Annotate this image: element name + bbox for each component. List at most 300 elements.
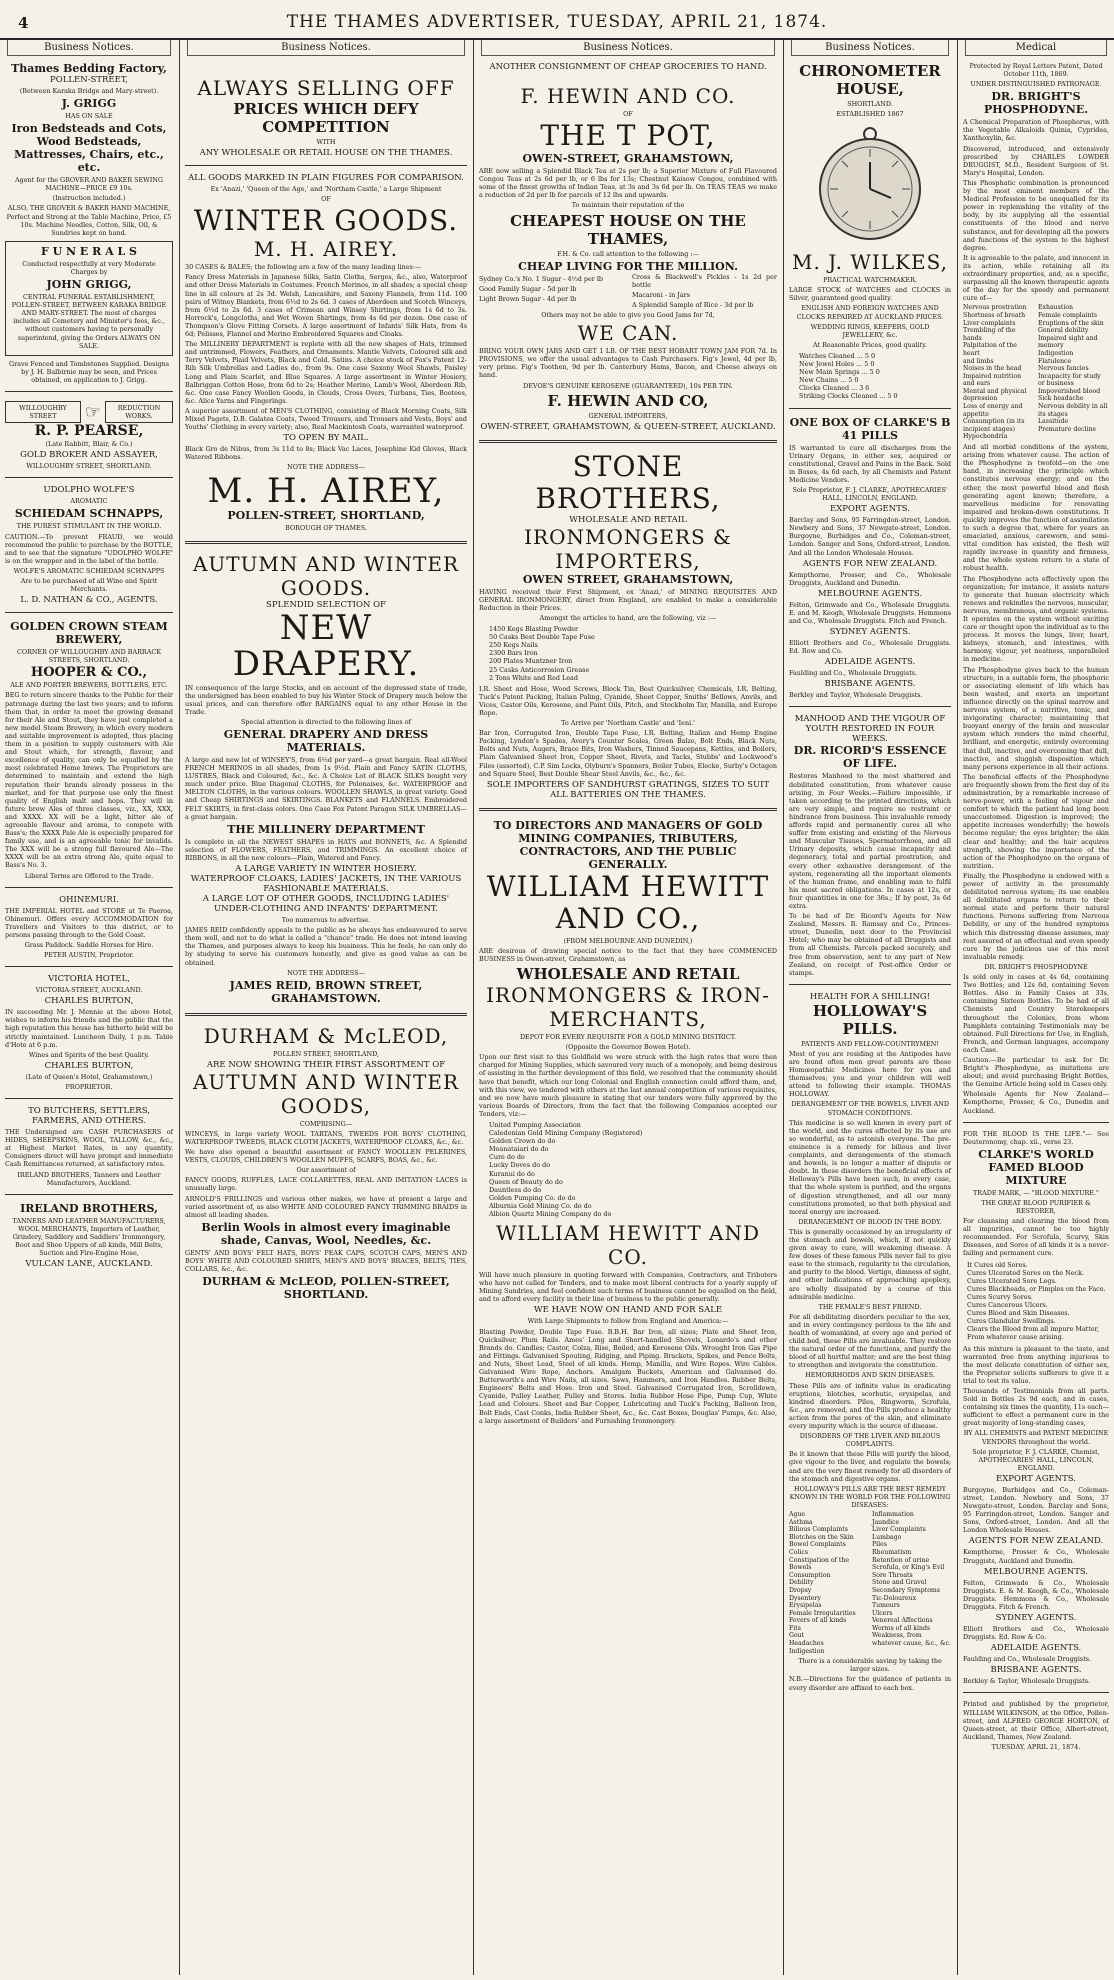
column-tab: Business Notices. <box>187 40 465 56</box>
list-item: Lassitude <box>1038 418 1069 426</box>
ad-text: PATIENTS AND FELLOW-COUNTRYMEN! <box>801 1039 939 1048</box>
ad-name: HOOPER & CO., <box>30 665 148 681</box>
ad-title: VICTORIA HOTEL, <box>48 974 130 985</box>
ad-heading: THE MILLINERY DEPARTMENT <box>227 822 425 836</box>
ad-text: Restores Manhood to the most shattered and debilitated constitution, from whatever cause arising, in Four Weeks.—Failure impossible, if taken according to the printed directions, which are very simple, and require no restraint or hindrance from business. This invaluable remedy affords rapid and permanently cures all who suffer from existing and existing of the Nervous and Muscular Tissues, Spermatorrhoea, and all Urinary deposits, which cause incapacity and degeneracy, total and partial prostration, and every other exhaustive derangement of the system, regenerating all the important elements of the human frame, and enabling man to fulfil his most sacred obligations. In cases at 12s, or four quantities in one for 36s.; If by post, 3s 6d extra. <box>789 772 951 910</box>
ad-text: (Late of Queen's Hotel, Grahamstown,) <box>25 1072 153 1081</box>
list-item: Dysentery <box>789 1594 821 1602</box>
ad-text: Blasting Powder, Double Tape Fuse. B.B.H. Bar Iron, all sizes; Plate and Sheet Iron, Quicksilver, Plum Rails. Ames' Long and Short-handled Shovels, Lonardo's and other Brands do. Candles; Castor, Colza, Rise, Boiled, and Kerosene Oils. Wrought Iron Gas Pipe and Fittings. Galvanised Spouting, Ridging, and Piping. Brackets, Spikes, and Fence Bolts, and Nuts, Sheet Lead, Steel of all kinds. Hemp, Manilla, and Wire Ropes. Wire Cables. Galvanised Wire Rope, Anchors. Amalgam Buckets, American and Galvanised do. Butterworth's and Wire Nails, all sizes. Saws, Hammers, and Iron Handles. Rubber Belts, Engineers' Belts and Hose. Iron and Steel. Galvanised Corrugated Iron, Scrolldown, Cyanide, Pulley Leather, Pulley and Stores. India Rubber Hose Pipe, Pump Cup, White Lead and Colours. Sheet and Bar Copper, Lubricating and Tuck's Packing, Balloon Iron, Bolt Ends, Cast Conks, India Rubber Sheet, &c., &c. Cast Boxes, Douglas' Pumps, &c. Also, a large assortment of Builders' and Furnishing Ironmongery. <box>479 1327 777 1425</box>
ad-text: (FROM MELBOURNE AND DUNEDIN,) <box>563 936 693 945</box>
list-item: Clocks Cleaned ... 3 6 <box>799 384 870 393</box>
list-item: Macaroni - in Jars <box>632 290 690 299</box>
ad-heading: MELBOURNE AGENTS. <box>983 1566 1089 1577</box>
ad-text: Agent for the GROVER AND BAKER SEWING MACHINE—PRICE £9 10s. <box>15 176 163 193</box>
list-item: Stone and Gravel <box>872 1579 927 1587</box>
ad-text: Thousands of Testimonials from all parts. Sold in Bottles 2s 9d each, and in cases, containing six times the quantity, 11s each—sufficient to effect a permanent cure in the great majority of long-standing cases, <box>963 1386 1109 1428</box>
list-item: Impaired nutrition <box>963 372 1022 380</box>
list-item: Indigestion <box>789 1647 825 1655</box>
pearse-banner <box>5 399 173 425</box>
imprint-date: TUESDAY, APRIL 21, 1874. <box>991 1742 1081 1751</box>
ad-heading: ADELAIDE AGENTS. <box>990 1643 1082 1654</box>
list-item: Watches Cleaned ... 5 0 <box>799 351 876 360</box>
ad-text: Bar Iron, Corrugated Iron, Double Tape Fuse, I.R. Belting, Italian and Hemp Engine Packing, Lyndon's Spades, Avery's Counter Scales, Green Balze, Bolt Ends, Black Nuts, Bolts and Nuts, Augers, Brace Bits, Iron Washers, Tinned Saucepans, Kettles, and Boilers, Plain Galvanised Sheet Iron, Copper Sheet, Rivets, and Tacks, Stubbs' and Lockwood's Files (assorted), C.P. Sim Locks, Olyburn's Spanners, Boiler Tubes, Elecke, Surby's Octagon and Square Steel, Best Double Shear Steel Anvils, &c., &c., &c. <box>479 729 778 778</box>
list-item: Alburnia Gold Mining Co. do do <box>489 1201 592 1210</box>
ad-heading: SPLENDID SELECTION OF <box>266 599 386 610</box>
ad-text: And all morbid conditions of the system, arising from whatever cause. The action of the Phosphodyne is twofold—on the one hand, in increasing the principle which constitutes nervous energy; and on the other, the most powerful blood and flesh generating agent known; therefore, a marvellous medicine for renovating impaired and broken-down constitutions. It quickly improves the function of assimilation to such a degree that, where for years an emaciated, anxious, careworn, and semi-vital condition has existed, the flesh will rapidly increase in quantity and firmness, and the whole system return to a state of robust health. <box>963 443 1109 573</box>
ad-heading: TO OPEN BY MAIL. <box>283 433 369 444</box>
ad-subheading: DERANGEMENT OF THE BOWELS, LIVER AND STOMACH CONDITIONS. <box>791 1100 949 1117</box>
ad-text: CAUTION.—To prevent FRAUD, we would recommend the public to purchase by the BOTTLE, and to see that the signature "UDOLPHO WOLFE" is on the wrapper and in the label of the bottle. <box>5 532 173 565</box>
ad-text: ALE AND PORTER BREWERS, BOTTLERS, ETC. <box>10 681 168 690</box>
ad-text: Wholesale Agents for New Zealand— Kempthorne, Prosser, & Co., Dunedin and Auckland. <box>963 1090 1109 1115</box>
ad-text: Barclay and Sons, 95 Farringdon-street, London. Newbery and Sons, 37 Newgate-street, London. Burgoyne, Burbidges and Co., Coleman-street, London. Sanger and Sons, Oxford-street, London. And all the London Wholesale Houses. <box>789 516 951 557</box>
ad-text: WILLOUGHBY STREET <box>5 401 81 423</box>
ad-name: CHARLES BURTON, <box>44 1060 134 1071</box>
ad-title: TO BUTCHERS, SETTLERS, FARMERS, AND OTHERS. <box>28 1106 150 1127</box>
list-item: Liver complaints <box>963 319 1016 327</box>
column-1 <box>0 40 178 1975</box>
list-item: Exhaustion <box>1038 304 1074 312</box>
ad-text: Others may not be able to give you Good Jams for 7d, <box>541 311 715 320</box>
list-item: Tic-Doloureux <box>872 1594 917 1602</box>
list-item: Cure do do <box>489 1153 525 1162</box>
ad-text: Will have much pleasure in quoting forward with Companies, Contractors, and Tributers who have not called for Tenders, and to make most liberal contracts for a yearly supply of Mining Sundries, and feel confident such terms of business cannot be equalled on the field, and to afford every facility in their line of business to the public generally. <box>479 1271 777 1304</box>
ad-text: I.R. Sheet and Hose, Wood Screws, Block Tin, Best Quicksilver, Chemicals, I.R. Belting, Tuck's Patent Packing, Italian Paling, Cyanide, Sheet Copper, Smiths' Bellows, Anvils, and Vices, Castor Oils, Kerosene, and Paint Oils, Pitch, and Stockholm Tar, Manilla, and Europe Rope. <box>479 684 777 717</box>
ad-text: TANNERS AND LEATHER MANUFACTURERS, WOOL MERCHANTS, Importers of Leather, Grindery, Saddlery and Saddlers' Ironmongery, Boot and Shoe Uppers of all kinds, Mill Belts, Suction and Fire-Engine Hose, <box>12 1216 166 1258</box>
list-item: 2 Tons White and Red Lead <box>489 673 578 682</box>
ad-name: WILLIAM HEWITT AND CO. <box>495 1221 761 1270</box>
ad-text: DEPOT FOR EVERY REQUISITE FOR A GOLD MINING DISTRICT. <box>519 1033 737 1042</box>
list-item: Loss of energy and appetite <box>963 403 1023 418</box>
list-item: Kuranui do do <box>489 1169 535 1178</box>
list-item: Mental and physical depression <box>963 387 1027 403</box>
ad-text: OF <box>321 195 331 204</box>
ad-text: SHORTLAND. <box>847 100 893 108</box>
list-item: Nervous fancies <box>1038 365 1089 373</box>
ad-text: Sole proprietor, F. J. CLARKE, Chemist, APOTHECARIES' HALL, LINCOLN, ENGLAND. <box>972 1447 1100 1472</box>
ad-text: VICTORIA-STREET, AUCKLAND. <box>35 986 143 995</box>
ad-headline: AUTUMN AND WINTER GOODS, <box>192 1069 460 1118</box>
list-item: Fevers of all kinds <box>789 1617 847 1625</box>
list-item: Premature decline <box>1038 425 1097 433</box>
ad-heading: A LARGE VARIETY IN WINTER HOSIERY. <box>235 864 417 875</box>
ad-text: HAVING received their First Shipment, ex 'Anazi,' of MINING REQUISITES AND GENERAL IRONMONGERY, direct from England, are enabled to make a considerable Reduction in their Prices. <box>479 587 777 612</box>
column-5 <box>958 40 1114 1975</box>
divider <box>185 1013 467 1016</box>
ad-text: IN consequence of the large Stocks, and on account of the depressed state of trade, the undersigned has been enabled to buy his Winter Stock of Drapery much below the usual prices, and can therefore offer BARGAINS equal to any other House in the Trade. <box>185 683 467 716</box>
ad-text: Faulding and Co., Wholesale Druggists. <box>789 669 918 678</box>
ad-text: Most of you are residing at the Antipodes have are found often men great parents are these Homœopathic Medicines here for you and themselves; you and your children will well attend to following their example. THOMAS HOLLOWAY. <box>789 1049 951 1099</box>
list-item: Cures Cancerous Ulcers. <box>967 1301 1048 1310</box>
ad-text: WINCEYS, in large variety WOOL TARTANS, TWEEDS FOR BOYS' CLOTHING, WATERPROOF TWEEDS, BLACK CLOTH JACKETS, WATERPROOF CLOAKS, &c., &c. <box>185 1129 467 1146</box>
divider <box>479 808 777 811</box>
list-item: and limbs <box>963 357 994 365</box>
ad-heading: Iron Bedsteads and Cots, Wood Bedsteads, Mattresses, Chairs, etc., etc. <box>11 122 167 175</box>
list-item: Gout <box>789 1632 805 1640</box>
ad-title: Thames Bedding Factory, <box>11 62 167 75</box>
ad-text: Caution.—Be particular to ask for Dr. Bright's Phosphodyne, as imitations are about; and avoid purchasing Bright Bottles, the Genuine Article being sold in Cases only. <box>963 1055 1109 1089</box>
list-item: Weakness, from whatever cause, &c., &c. <box>872 1632 951 1648</box>
ad-text: (Late Rabbitt, Blair, & Co.) <box>45 440 133 449</box>
ad-text: LARGE STOCK of WATCHES and CLOCKS in Silver, guaranteed good quality. <box>789 286 951 303</box>
ad-text: BOROUGH OF THAMES. <box>285 524 367 533</box>
hand-pointer-icon: ☞ <box>84 401 102 423</box>
list-item: It Cures old Sores. <box>967 1260 1028 1269</box>
ad-address: OWEN-STREET, GRAHAMSTOWN, <box>522 152 734 166</box>
list-item: Ulcers <box>872 1609 893 1617</box>
list-item: Colics <box>789 1548 809 1556</box>
list-item: Retention of urine <box>872 1556 930 1564</box>
ad-text: F.H. & Co. call attention to the following :— <box>557 249 699 258</box>
ad-name: M. H. AIREY. <box>253 237 399 262</box>
ad-text: Upon our first visit to this Goldfield we were struck with the high rates that were then charged for Mining Supplies, which savoured very much of a monopoly, and being desirous of assisting in the further development of this field, we resolved that the community should have that benefit, which our long Colonial and English connection could afford them, and, with this view, we tendered with others at the last annual competition of various requisites, and we now have much pleasure in stating that our tenders were fully approved by the various Boards of Directors, from the fact that the following Companies accepted our Tenders, viz:— <box>479 1053 777 1118</box>
list-item: 1450 Kegs Blasting Powder <box>489 625 579 634</box>
ad-text: Are to be purchased of all Wine and Spirit Merchants. <box>20 577 158 594</box>
ad-text: (Opposite the Governor Bowen Hotel). <box>565 1043 691 1052</box>
ad-text: Liberal Terms are Offered to the Trade. <box>24 871 154 880</box>
list-item: Bilious Complaints <box>789 1526 848 1534</box>
list-item: Constipation of the Bowels <box>789 1556 849 1572</box>
list-item: Clears the Blood from all impure Matter, From whatever cause arising. <box>967 1325 1100 1342</box>
ad-title: OHINEMURI. <box>59 894 119 905</box>
list-item: Cures Ulcerated Sores on the Neck. <box>967 1268 1085 1277</box>
ad-text: (Between Karaka Bridge and Mary-street). <box>19 87 159 95</box>
list-item: Female Irregularities <box>789 1609 856 1617</box>
list-item: Cures Scurvy Sores. <box>967 1292 1033 1301</box>
list-item: Shortness of breath <box>963 311 1026 319</box>
ad-text: To be had of Dr. Ricord's Agents for New Zealand, Messrs. R. Ramsay and Co., Princes-street, Dunedin, next door to the Provincial Hotel; who may be obtained of all Druggists and from all Chemists. Parcels packed securely, and free from observation, sent to any part of New Zealand, on receipt of Post-office Order or stamps. <box>789 912 951 977</box>
list-item: General debility <box>1038 327 1089 335</box>
ad-name: M. H. AIREY, <box>207 471 445 512</box>
ad-text: JAMES REID confidently appeals to the public as he always has endeavoured to serve them well, and not to do what is called a "chance" trade. He does not intend leaving the Thames, and purposes always to keep his business. This he feels, he can only do by studying to serve his customers honestly, and give as good value as can be obtained. <box>185 926 467 967</box>
ad-text: THE PUREST STIMULANT IN THE WORLD. <box>16 522 162 531</box>
ad-text: Burgoyne, Burbidges and Co., Coleman-street, London. Newbery and Sons, 37 Newgate-street, London. Barclay and Sons, 95 Farringdon-street, London. Sanger and Sons, Oxford-street, London. And all the London Wholesale Houses. <box>963 1485 1109 1535</box>
list-item: Sore Throats <box>872 1571 913 1579</box>
ad-text: There is a considerable saving by taking the larger sizes. <box>798 1657 942 1674</box>
ad-heading: HEALTH FOR A SHILLING! <box>809 991 931 1002</box>
list-item: Worms of all kinds <box>872 1624 931 1632</box>
ad-text: With Large Shipments to follow from England and America:— <box>527 1317 729 1326</box>
list-item: Good Family Sugar - 5d per lb <box>479 284 577 293</box>
list-item: New Chains ... 5 0 <box>799 376 859 385</box>
list-item: 2300 Bars Iron <box>489 649 538 658</box>
ad-address: OWEN-STREET, GRAHAMSTOWN, & QUEEN-STREET, AUCKLAND. <box>480 421 776 432</box>
disease-list <box>789 1511 951 1655</box>
list-item: Cures Ulcerated Sore Legs. <box>967 1276 1057 1285</box>
ad-headline: WE CAN. <box>577 321 679 346</box>
list-item: A Splendid Sample of Rice - 3d per lb <box>632 300 754 309</box>
list-item: Cross & Blackwell's Pickles - 1s 2d per bottle <box>632 272 777 289</box>
ad-text: WOLFE'S AROMATIC SCHIEDAM SCHNAPPS <box>13 566 165 575</box>
list-item: Flatulence <box>1038 357 1072 365</box>
ad-text: AROMATIC <box>70 497 108 506</box>
ad-title: CLARKE'S WORLD FAMED BLOOD MIXTURE <box>978 1147 1094 1187</box>
ad-text: Amongst the articles to hand, are the following, viz :— <box>539 613 717 622</box>
ad-text: IRELAND BROTHERS, Tanners and Leather Manufacturers, Auckland. <box>17 1170 161 1187</box>
ad-heading: ANOTHER CONSIGNMENT OF CHEAP GROCERIES TO HAND. <box>489 62 767 72</box>
column-3 <box>474 40 782 1975</box>
funerals-box <box>5 241 173 356</box>
ad-text: OF <box>623 110 633 118</box>
list-item: Caledonian Gold Mining Company (Registered) <box>489 1129 643 1138</box>
divider <box>5 1194 173 1195</box>
stock-list <box>489 625 777 682</box>
ad-text: THE GREAT BLOOD PURIFIER & RESTORER, <box>981 1198 1091 1215</box>
ad-text: CENTRAL FUNERAL ESTABLISHMENT, POLLEN-STREET, BETWEEN KARAKA BRIDGE AND MARY-STREET. The most of charges includes all Cemetery and Minister's fees, &c., without customers having to personally superintend, giving the Orders ALWAYS ON SALE. <box>11 293 167 350</box>
ad-text: Fancy Dress Materials in Japanese Silks, Satin Cloths, Serges, &c., also, Waterproof and other Dress Materials in Costumes. French Merinos, in all shades; a special cheap line in all colours at 2s 3d. Welsh, Lancashire, and Saxony Flannels, from 11d. 100 pairs of Witney Blankets, from 6½d to 2s 6d. 3 cases of Aberdeen and Scotch Winceys, from 6½d to 2s 6d. 3 cases of Crimean and Winsey Shirtings, from 1s 6d to 3s. Horrock's, Longcloths, and Wet Woven Shirtings, from 4s 6d per dozen. One case of Thompson's Glove Fitting Corsets. A large assortment of Infants' Silk Hats, from 4s 6d; Pelisses, Flannel and Merino Embroidered Squares and Cloaks. <box>185 273 467 339</box>
ad-title: DR. BRIGHT'S PHOSPHODYNE. <box>983 90 1089 117</box>
divider <box>963 1692 1109 1693</box>
ad-text: IS warranted to cure all discharges from the Urinary Organs, in either sex, acquired or constitutional, Gravel and Pains in the Back. Sold in Boxes, 4s 6d each, by all Chemists and Patent Medicine Vendors. <box>789 443 951 484</box>
ad-title: CHRONOMETER HOUSE, <box>799 62 941 98</box>
pocket-watch-icon <box>789 124 951 244</box>
list-item: 200 Plates Muntzner Iron <box>489 657 573 666</box>
ad-text: THE Undersigned are CASH PURCHASERS of HIDES, SHEEPSKINS, WOOL, TALLOW, &c., &c., at Highest Market Rates, in any quantity. Consigners direct will have prompt and immediate Cash Remittances returned, at satisfactory rates. <box>5 1128 173 1169</box>
ad-heading: WE HAVE NOW ON HAND AND FOR SALE <box>533 1305 723 1316</box>
ad-address: VULCAN LANE, AUCKLAND. <box>25 1259 153 1270</box>
list-item: 50 Casks Best Double Tape Fuse <box>489 633 595 642</box>
divider <box>789 706 951 707</box>
ad-text: ESTABLISHED 1867 <box>836 110 904 119</box>
ad-text: N.B.—Directions for the guidance of patients in every disorder are affixed to each box. <box>789 1675 951 1692</box>
ad-subheading: HOLLOWAY'S PILLS ARE THE BEST REMEDY KNOWN IN THE WORLD FOR THE FOLLOWING DISEASES: <box>789 1484 951 1509</box>
ad-title: GOLDEN CROWN STEAM BREWERY, <box>10 620 168 647</box>
ad-subheading: DISORDERS OF THE LIVER AND BILIOUS COMPLAINTS. <box>799 1432 941 1449</box>
ad-heading: ALL GOODS MARKED IN PLAIN FIGURES FOR COMPARISON. <box>188 173 464 184</box>
ad-heading: Berlin Wools in almost every imaginable shade, Canvas, Wool, Needles, &c. <box>201 1220 451 1247</box>
ad-name: HOLLOWAY'S PILLS. <box>812 1001 928 1038</box>
list-item: Palpitation of the heart <box>963 342 1017 357</box>
divider <box>479 440 777 443</box>
ad-text: A large and new lot of WINSEY'S, from 6½d per yard—a great bargain. Real all-Wool FRENCH MERINOS in all shades, from 1s 9½d. Plain and Fancy SATIN CLOTHS, LUSTRES, Black and Coloured, &c., &c. A Choice Lot of BLACK SILKS bought very much under price. Blue Diagonal CLOTHS, for Polonaises, &c. WATERPROOF and MELTON CLOTHS, in the various colours. WOOLLEN SHAWLS, in great variety. Good and Cheap SHIRTINGS and SKIRTINGS. BLANKETS and FLANNELS. Embroidered FELT SKIRTS, in first-class colors. One Case Fox Patent Paragon SILK UMBRELLAS—a great bargain. <box>185 756 467 821</box>
ad-text: Elliott Brothers and Co., Wholesale Druggists. Ed. Row and Co. <box>789 639 951 656</box>
ad-title: MANHOOD AND THE VIGOUR OF YOUTH RESTORED IN FOUR WEEKS. <box>794 714 946 745</box>
list-item: Venereal Affections <box>872 1617 933 1625</box>
ad-text: Ex 'Anazi,' 'Queen of the Age,' and 'Northam Castle,' a Large Shipment <box>210 185 442 194</box>
list-item: Cures Blackheads, or Pimples on the Face. <box>967 1284 1106 1293</box>
list-item: and ears <box>963 380 991 388</box>
ad-subheading: HEMORRHOIDS AND SKIN DISEASES. <box>805 1371 935 1380</box>
ad-text: ARNOLD'S FRILLINGS and various other makes, we have at present a large and varied assortment of, as also WHITE AND COLOURED FANCY TRIMMING BRAIDS in almost all leading shades. <box>185 1194 467 1219</box>
divider <box>5 391 173 392</box>
ad-heading: BRISBANE AGENTS. <box>824 679 916 690</box>
ad-text: Sole Proprietor, F. J. CLARKE, APOTHECARIES' HALL, LINCOLN, ENGLAND. <box>792 485 948 503</box>
ad-address: JAMES REID, BROWN STREET, GRAHAMSTOWN. <box>229 978 423 1005</box>
ad-text: Kempthorne, Prosser & Co., Wholesale Druggists, Auckland and Dunedin. <box>963 1548 1109 1565</box>
column-tab: Business Notices. <box>481 40 775 56</box>
column-4 <box>784 40 956 1975</box>
list-item: Headaches <box>789 1640 824 1648</box>
ad-text: Our assortment of <box>296 1166 356 1175</box>
ad-text: As this mixture is pleasant to the taste, and warranted free from anything injurious to the most delicate constitution of either sex, the Proprietor solicits sufferers to give it a trial to test its value. <box>963 1344 1109 1385</box>
ad-text: Be it known that these Pills will purify the blood, give vigour to the liver, and regulate the bowels; and are the very finest remedy for all disorders of the stomach and digestive organs. <box>789 1450 951 1483</box>
ad-name: R. P. PEARSE, <box>34 423 144 440</box>
ad-headline: WINTER GOODS. <box>193 204 459 238</box>
ad-name: WILLIAM HEWITT AND CO., <box>486 869 770 935</box>
divider <box>963 1122 1109 1123</box>
list-item: 250 Kegs Nails <box>489 641 538 650</box>
divider <box>5 612 173 613</box>
list-item: New Jewel Holes ... 5 0 <box>799 360 875 369</box>
ad-text: WEDDING RINGS, KEEPERS, GOLD JEWELLERY, &c. <box>810 322 930 339</box>
ad-heading: A LARGE LOT OF OTHER GOODS, INCLUDING LADIES' UNDER-CLOTHING AND INFANTS' DEPARTMENT. <box>202 894 450 915</box>
price-list <box>799 352 951 401</box>
ad-address: OWEN STREET, GRAHAMSTOWN, <box>522 572 734 586</box>
ad-headline: AUTUMN AND WINTER GOODS. <box>192 551 460 600</box>
ad-heading: BRISBANE AGENTS. <box>990 1665 1082 1676</box>
list-item: Albion Quartz Mining Company do do <box>489 1210 612 1218</box>
list-item: Female complaints <box>1038 311 1098 319</box>
newspaper-title: THE THAMES ADVERTISER, TUESDAY, APRIL 21, 1874. <box>286 12 828 32</box>
ad-name: F. HEWIN AND CO. <box>520 84 736 108</box>
ad-text: For cleansing and clearing the blood from all impurities, cannot be too highly recommended. For Scrofula, Scurvy, Skin Diseases, and Sores of all kinds it is a never-failing and permanent cure. <box>963 1217 1109 1258</box>
ad-text: GENTS' AND BOYS' FELT HATS, BOYS' PEAK CAPS, SCOTCH CAPS, MEN'S AND BOYS' WHITE AND COLOURED SHIRTS, MEN'S AND BOYS' BRACES, BELTS, TIES, COLLARS, &c., &c. <box>185 1248 467 1273</box>
ad-heading: EXPORT AGENTS. <box>829 504 911 515</box>
ad-text: WITH <box>316 138 336 146</box>
ad-name: F. HEWIN AND CO, <box>547 391 709 410</box>
ad-heading: CHEAP LIVING FOR THE MILLION. <box>518 259 738 273</box>
ad-text: THE IMPERIAL HOTEL and STORE at Te Paeroa, Ohinemuri. Offers every ACCOMMODATION for Travellers and Visitors to this district, or to persons passing through to the Gold Coast. <box>5 906 173 939</box>
list-item: Scrofula, or King's Evil <box>872 1564 945 1572</box>
ad-text: POLLEN STREET, SHORTLAND, <box>272 1049 379 1058</box>
divider <box>789 984 951 985</box>
list-item: Lumbago <box>872 1533 902 1541</box>
list-item: Light Brown Sugar - 4d per lb <box>479 294 577 303</box>
column-tab: Business Notices. <box>791 40 949 56</box>
ad-heading: SYDNEY AGENTS. <box>829 627 911 638</box>
list-item: New Main Springs ... 5 0 <box>799 368 880 377</box>
ad-text: Faulding and Co., Wholesale Druggists. <box>963 1655 1092 1664</box>
list-item: Consumption <box>789 1571 831 1579</box>
list-item: Consumption (in its incipient stages) <box>963 418 1025 433</box>
ad-text: ARE desirous of drawing special notice to the fact that they have COMMENCED BUSINESS in Owen-street, Grahamstown, as <box>479 946 777 963</box>
list-item: Asthma <box>789 1518 813 1526</box>
ad-subheading: DR. BRIGHT'S PHOSPHODYNE <box>984 962 1088 971</box>
list-item: Cures Blood and Skin Diseases. <box>967 1309 1070 1318</box>
list-item: United Pumping Association <box>489 1120 581 1129</box>
column-tab: Medical <box>965 40 1107 56</box>
ad-agents: L. D. NATHAN & CO., AGENTS. <box>20 595 158 606</box>
ad-name: CHARLES BURTON, <box>44 996 134 1007</box>
list-item: Bowel Complaints <box>789 1541 846 1549</box>
ad-text: COMPRISING— <box>299 1119 353 1128</box>
ad-text: To Arrive per 'Northam Castle' and 'Ieni.' <box>561 719 695 728</box>
ad-text: CORNER OF WILLOUGHBY AND BARRACK STREETS, SHORTLAND. <box>16 648 162 665</box>
ad-text: PETER AUSTIN, Proprietor. <box>43 951 135 960</box>
ad-text: This is generally occasioned by an irregularity of the stomach and bowels, which, if not quickly given away to cure, will weakening disease. A few doses of these famous Pills never fail to give ease to the stomach, regularity to the circulation, and purity to the blood. Vertigo, dimness of sight, and other indications of approaching apoplexy, are wholly dissipated by a course of this admirable medicine. <box>789 1227 951 1301</box>
list-item: Tumours <box>872 1602 900 1610</box>
ad-headline: ALWAYS SELLING OFF <box>197 76 455 100</box>
ad-name: JOHN GRIGG, <box>46 278 132 292</box>
ad-name: SCHIEDAM SCHNAPPS, <box>14 507 164 521</box>
ad-text: The Phosphodyne gives back to the human structure, in a suitable form, the phosphoric or associating element of life which has been wasted, and exerts an important influence directly on the spinal marrow and nervous system, of a nutritive, tonic, and invigorating character; maintaining that buoyant energy of the brain and muscular system which renders the mind cheerful, brilliant, and energetic, entirely overcoming that dull, inactive, and overcoming that dull, inactive, and sluggish disposition which many persons experience in all their actions. <box>963 665 1109 771</box>
ad-text: 30 CASES & BALES; the following are a few of the many leading lines:— <box>185 263 422 272</box>
ad-text: BEG to return sincere thanks to the Public for their patronage during the last two years; and to inform them that, in order to meet the growing demand for their Ale and Stout, they have just completed a new model Steam Brewery, in which every modern and suitable improvement is adopted, thus placing them in a position to supply customers with Ale and Stout which, for strength, flavour, and excellence of quality, can only be equalled by the most celebrated Home brews. The Proprietors are determined to maintain and extend the high reputation their brands already possess in the market, and for that purpose use only the finest quality of English malt and hops. They will in future brew Ales of three classes, viz., XX, XXX, and XXXX. XX will be a light, bitter ale of agreeable flavour and aroma, to compete with Bass's; the XXXX Pale Ale is especially prepared for family use, and is an agreeable tonic for invalids. The XXX will be a strong full flavoured Ale—The XXXX will be an extra strong Ale, quite equal to Bass's No. 3. <box>5 691 173 870</box>
ad-title: IRELAND BROTHERS, <box>20 1201 158 1215</box>
list-item: Liver Complaints <box>872 1526 926 1534</box>
ad-text: Elliott Brothers and Co., Wholesale Druggists. Ed. Row & Co. <box>963 1625 1109 1642</box>
ad-text: Is sold only in cases at 4s 6d, containing Two Bottles; and 12s 6d, containing Seven Bottles. Also in Family Cases at 33s, containing Sixteen Bottles. To be had of all Chemists and Country Storekeepers throughout the Colonies, from whom Pamphlets containing Testimonials may be obtained. Full Directions for Use, in English, French, and German languages, accompany each Case. <box>963 973 1109 1054</box>
ad-text: Grass Paddock. Saddle Horses for Hire. <box>24 941 154 949</box>
ad-heading: WHOLESALE AND RETAIL <box>569 514 687 525</box>
ad-text: ALSO, THE GROVER & BAKER HAND MACHINE, Perfect and Strong at the Table Machine, Price, £5 10s. Machine Needles, Cotton, Silk, Oil, & Sundries kept on hand. <box>6 204 172 237</box>
price-list <box>479 273 777 309</box>
list-item: Striking Clocks Cleaned ... 5 0 <box>799 392 898 401</box>
list-item: Cures Glandular Swellings. <box>967 1317 1056 1326</box>
divider <box>5 887 173 888</box>
ad-text: This medicine is so well known in every part of the world, and the cures effected by its use are so wonderful, as to astonish everyone. The pre-eminence is a remedy for bilious and liver complaints, and derangements of the stomach and bowels, is no longer a matter of dispute or doubt. In these disorders the beneficial effects of Holloway's Pills have been such, in every case, that the whole system is purified, and the organs of digestion strengthened, and all our many constitutions promoted, so that both physical and moral energy are increased. <box>789 1118 951 1216</box>
divider <box>5 966 173 967</box>
list-item: Debility <box>789 1579 814 1587</box>
ad-name: STONE BROTHERS, <box>535 449 721 515</box>
ad-subheading: THE FEMALE'S BEST FRIEND. <box>818 1302 922 1311</box>
ad-heading: MELBOURNE AGENTS. <box>817 588 923 599</box>
divider <box>789 408 951 409</box>
ad-headline: NEW DRAPERY. <box>232 607 420 684</box>
ad-text: FANCY GOODS, RUFFLES, LACE COLLARETTES, REAL AND IMITATION LACES is unusually large. <box>185 1176 467 1193</box>
list-item: Eruptions of the skin <box>1038 319 1104 327</box>
list-item: Jaundice <box>872 1518 900 1526</box>
ad-text: REDUCTION WORKS. <box>105 401 173 423</box>
ad-text: Berkley & Taylor, Wholesale Druggists. <box>963 1677 1091 1686</box>
divider <box>5 1098 173 1099</box>
ad-text: Conducted respectfully at very Moderate Charges by <box>22 259 156 276</box>
ad-text: These Pills are of infinite value in eradicating eruptions, blotches, scorbutic, erysipelas, and kindred disorders. Piles, Ringworm, Scrofula, &c., are removed, and the Pills produce a healthy action from the pores of the skin, and eliminate every impurity which is the source of disease. <box>789 1381 951 1431</box>
masthead <box>0 0 1114 40</box>
ad-heading: GENERAL DRAPERY AND DRESS MATERIALS. <box>223 728 429 754</box>
list-item: Fits <box>789 1624 801 1632</box>
ad-subheading: DERANGEMENT OF BLOOD IN THE BODY. <box>798 1217 942 1226</box>
column-2 <box>180 40 472 1975</box>
ad-headline: PRICES WHICH DEFY COMPETITION <box>233 100 419 136</box>
ad-heading: GOLD BROKER AND ASSAYER, <box>20 450 158 461</box>
list-item: Ague <box>789 1510 806 1518</box>
ad-text: HAS ON SALE <box>65 112 113 121</box>
list-item: Queen of Beauty do do <box>489 1177 563 1186</box>
ad-text: PROPRIETOR. <box>65 1082 113 1091</box>
ad-text: It is agreeable to the palate, and innocent in its action, while retaining all its extraordinary properties, and, as a specific, surpassing all the known therapeutic agents of the day for the speedy and permanent cure of— <box>963 253 1109 303</box>
ad-text: Grave Fenced and Tombstones Supplied. Designs by J. H. Balbirnie may be seen, and Prices obtained, on application to J. Grigg. <box>9 359 169 384</box>
ad-text: Finally, the Phosphodyne is endowed with a power of activity in the presumably debilitated nervous system; its use enables all debilitated organs to return to their normal state and perform their natural functions. Persons suffering from Nervous Debility, or any of the hundred symptoms which this distressing disease assumes, may rest assured of an effectual and even speedy cure by the judicious use of this most invaluable remedy. <box>963 871 1109 961</box>
ad-text: ENGLISH AND FOREIGN WATCHES AND CLOCKS REPAIRED AT AUCKLAND PRICES. <box>796 304 944 321</box>
ad-heading: TO DIRECTORS AND MANAGERS OF GOLD MINING COMPANIES, TRIBUTERS, CONTRACTORS, AND THE PUBLIC GENERALLY. <box>493 818 763 871</box>
ad-text: To maintain their reputation of the <box>571 201 685 210</box>
ad-text: (Instruction included.) <box>52 194 126 203</box>
ad-text: The Phosphodyne acts effectively upon the organization; for instance, it assists nature to generate that human electricity which renews and rekindles the nervous, muscular, nervous, membranous, and organic systems. It operates on the system without exciting care or thought upon the individual as to the process. It moves the lungs, liver, heart, kidneys, stomach, and intestines, with harmony, vigour, yet neatness, unparalleled in medicine. <box>963 574 1109 664</box>
ad-text: Felton, Grimwade and Co., Wholesale Druggists. E. and M. Keogh, Wholesale Druggists. Hemmons and Co., Wholesale Druggists. Fitch and French. <box>789 600 951 625</box>
ad-address: POLLEN-STREET, SHORTLAND, <box>227 509 425 523</box>
list-item: Trembling of the hands <box>963 327 1016 342</box>
ad-text: This Phosphatic combination is pronounced by the most eminent members of the Medical Profession to be unequalled for its power in replenishing the vitality of the body, by its supplying all the essential constituents of the blood and nerve substance, and for developing all the powers and functions of the system to the highest degree. <box>963 178 1109 252</box>
ad-text: FOR THE BLOOD IS THE LIFE."— See Deuteronomy, chap. xii., verse 23. <box>963 1129 1109 1146</box>
ad-name: DURHAM & McLEOD, <box>203 1023 449 1048</box>
list-item: Incapacity for study or business <box>1038 372 1101 388</box>
ad-text: NOTE THE ADDRESS— <box>287 968 365 977</box>
ad-title: F U N E R A L S <box>40 244 137 258</box>
list-item: Lucky Doves do do <box>489 1161 551 1170</box>
ad-name: DR. RICORD'S ESSENCE OF LIFE. <box>793 744 947 771</box>
ad-text: BY ALL CHEMISTS and PATENT MEDICINE VENDORS throughout the world. <box>963 1429 1109 1446</box>
ad-headline: IRONMONGERS & IMPORTERS, <box>524 524 732 573</box>
ad-title: UDOLPHO WOLFE'S <box>43 485 135 496</box>
ad-text: Discovered, introduced, and extensively prescribed by CHARLES LOWDER DRUGGIST, M.D., Resident Surgeon of St. Mary's Hospital, London. <box>963 144 1109 177</box>
symptom-list <box>963 304 1109 441</box>
page-number: 4 <box>18 14 29 32</box>
ad-heading: ANY WHOLESALE OR RETAIL HOUSE ON THE THAMES. <box>199 148 453 159</box>
ad-text: WILLOUGHBY STREET, SHORTLAND. <box>26 462 152 471</box>
ad-text: BRING YOUR OWN JARS AND GET 1 LB. OF THE BEST HOBART TOWN JAM FOR 7d. In PROVISIONS, we offer the usual advantages to Cash Purchasers. Fig's Jewel, 4d per lb, very prime. Fig's Toothen, 9d per lb. Canterbury Hams, Bacon, and Cheese always on hand. <box>479 347 777 380</box>
ad-text: Special attention is directed to the following lines of <box>241 717 411 726</box>
